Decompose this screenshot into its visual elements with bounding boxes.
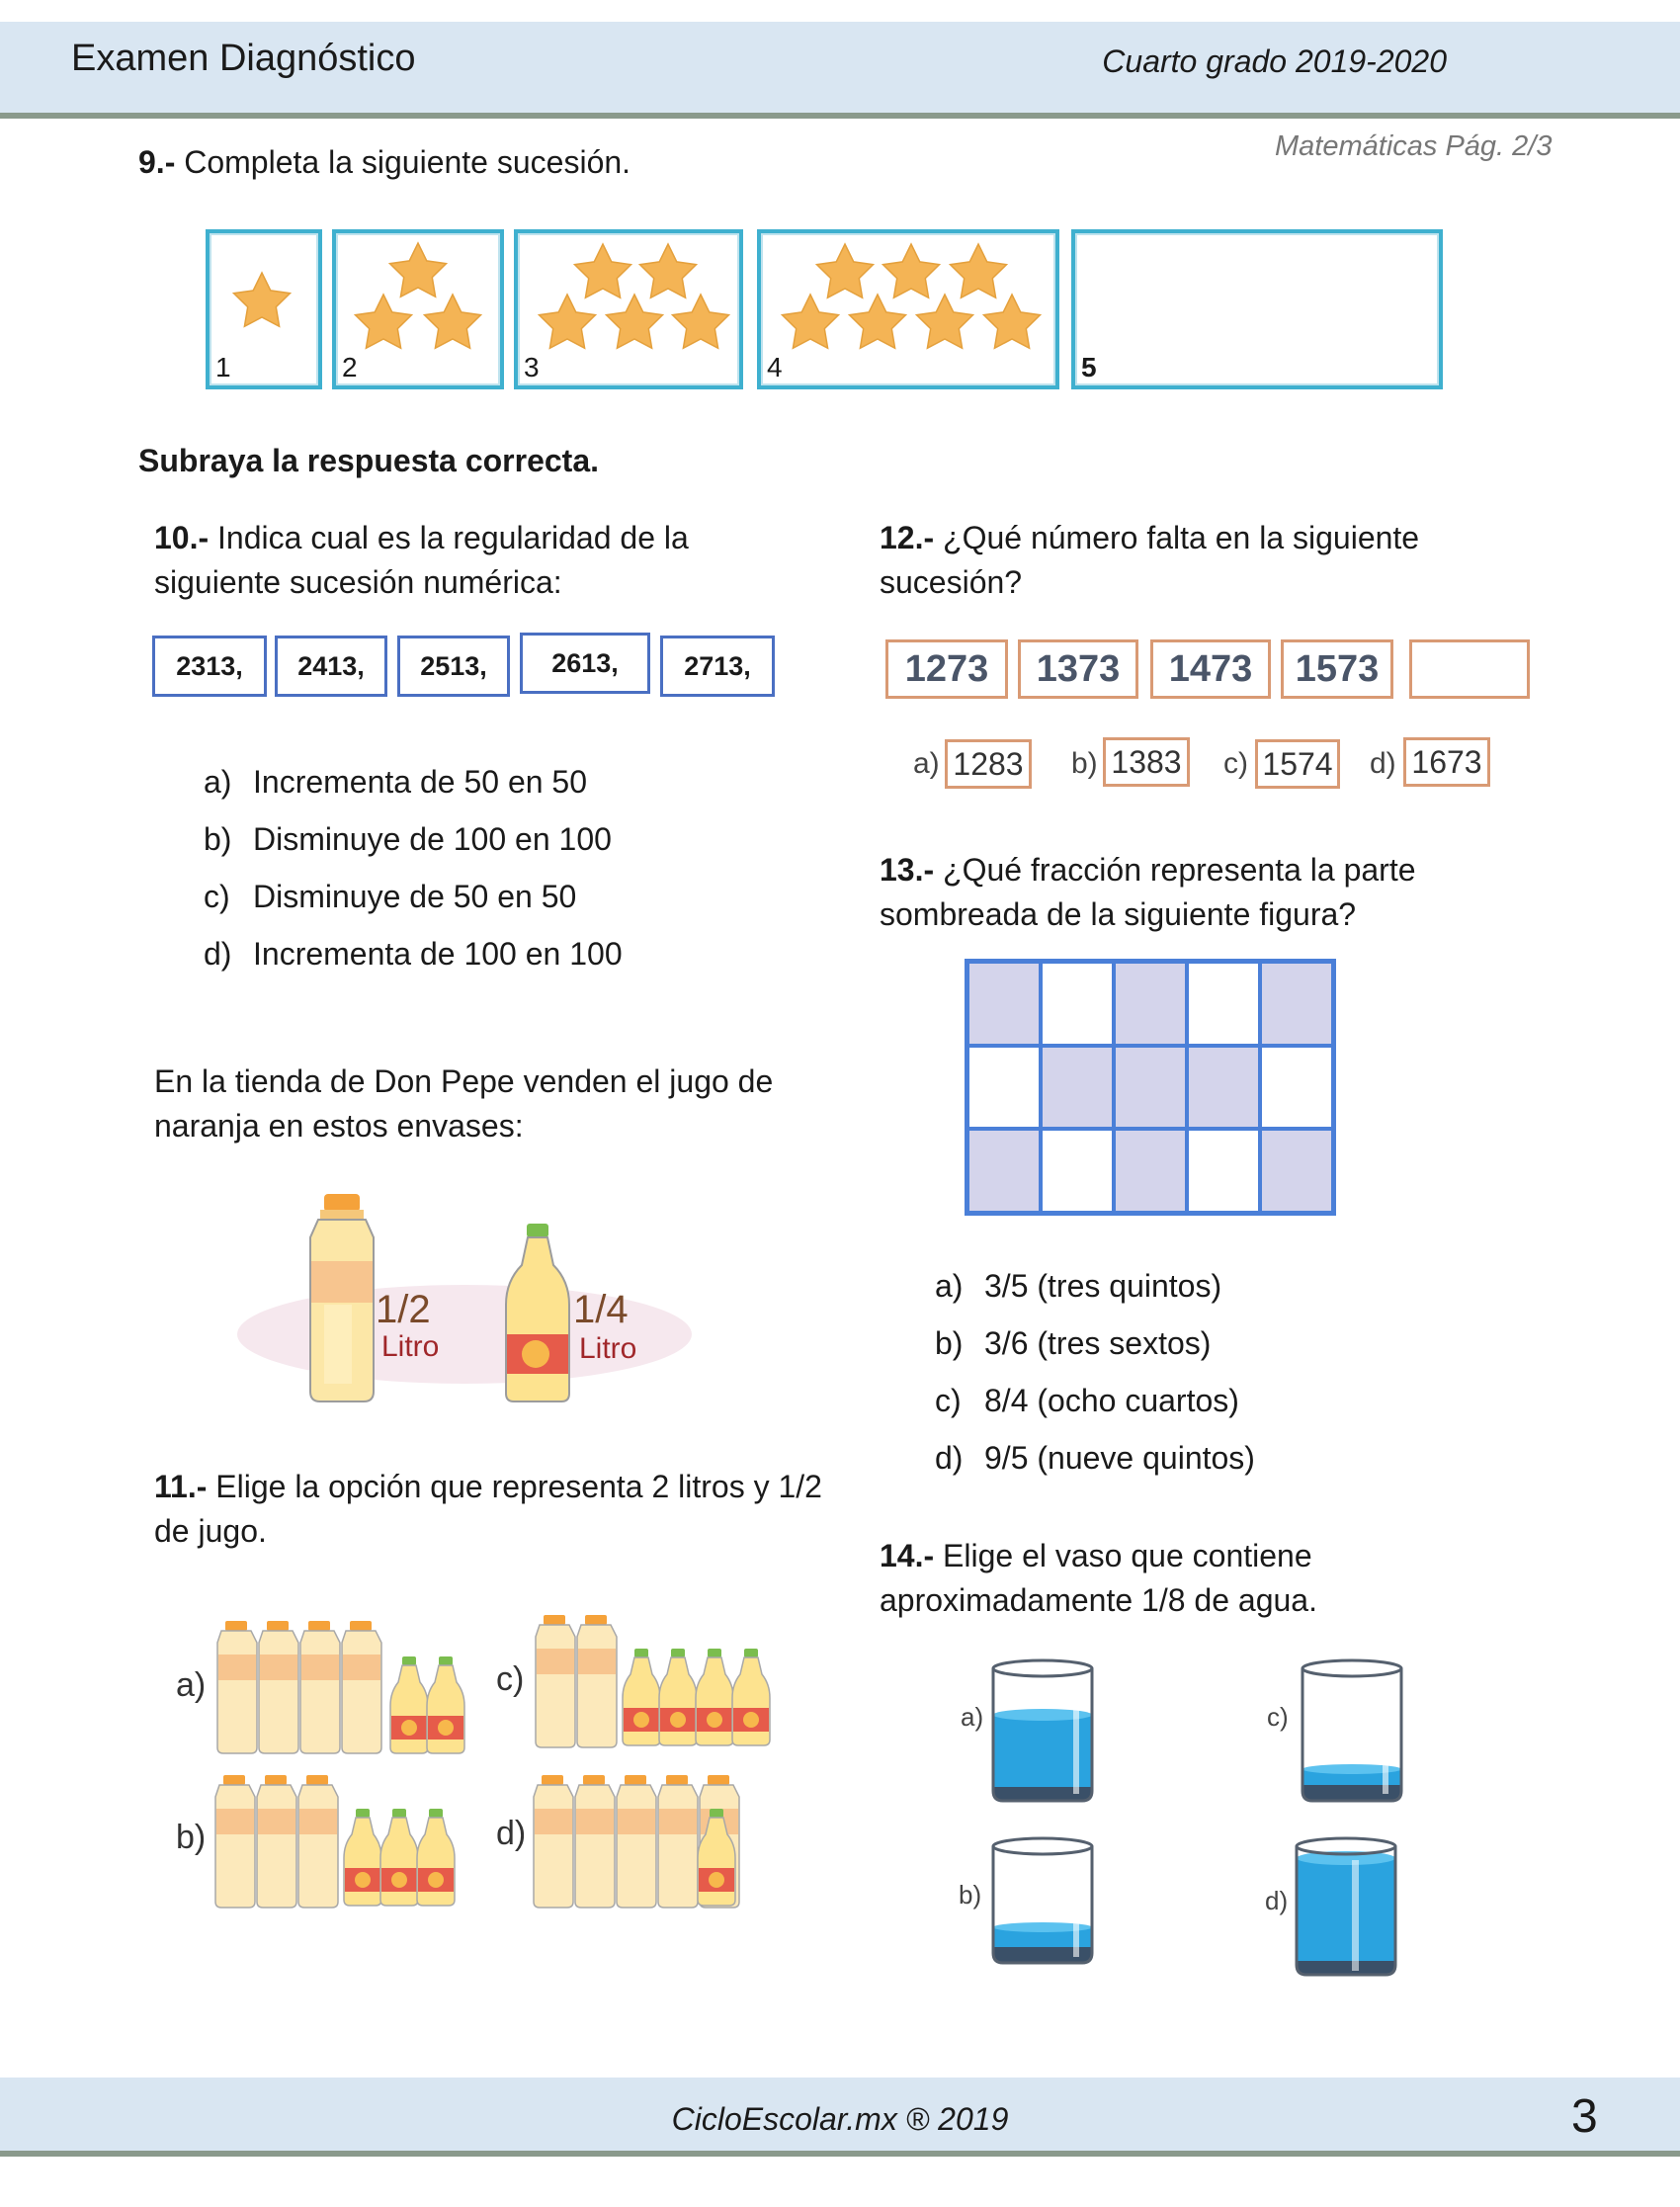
sequence-label-1: 1 — [215, 352, 231, 382]
q14-letter-c[interactable]: c) — [1267, 1702, 1289, 1732]
q12-number-box-2: 1373 — [1018, 639, 1138, 699]
big-fraction-label: 1/2 — [376, 1288, 431, 1331]
q12-option-d-value[interactable]: 1673 — [1403, 737, 1490, 787]
q12-option-letter-b[interactable]: b) — [1071, 747, 1098, 780]
q10-number-box-3: 2513, — [397, 636, 510, 697]
q12-option-letter-d[interactable]: d) — [1370, 747, 1396, 780]
q10-number-box-4: 2613, — [520, 633, 650, 694]
q12-option-letter-c[interactable]: c) — [1223, 747, 1248, 780]
option-letter: d) — [204, 936, 232, 972]
q11-letter-c[interactable]: c) — [496, 1660, 525, 1698]
q12-option-b-value[interactable]: 1383 — [1103, 737, 1190, 787]
small-fraction-label: 1/4 — [573, 1288, 629, 1331]
subject-page-label: Matemáticas Pág. 2/3 — [1275, 130, 1553, 162]
sequence-label-2: 2 — [342, 352, 358, 382]
instruction-heading: Subraya la respuesta correcta. — [138, 443, 600, 478]
option-letter: d) — [935, 1440, 964, 1476]
grade-label: Cuarto grado 2019-2020 — [1102, 43, 1447, 79]
q10-number-box-1: 2313, — [152, 636, 267, 697]
juice-intro-text: En la tienda de Don Pepe venden el jugo de naranja en estos envases: — [154, 1063, 774, 1144]
exam-title: Examen Diagnóstico — [71, 38, 416, 79]
q10-number-box-5: 2713, — [660, 636, 775, 697]
option-text: 9/5 (nueve quintos) — [984, 1440, 1255, 1476]
footer-credit: CicloEscolar.mx ® 2019 — [671, 2101, 1009, 2137]
q11-letter-b[interactable]: b) — [176, 1819, 207, 1856]
q14-number: 14.- — [880, 1538, 935, 1573]
sequence-label-5: 5 — [1081, 352, 1097, 382]
q12-number-box-3: 1473 — [1150, 639, 1271, 699]
option-text: Disminuye de 100 en 100 — [253, 821, 612, 857]
option-letter: b) — [204, 821, 232, 857]
q11-text: Elige la opción que representa 2 litros y 1/2 de jugo. — [154, 1469, 822, 1549]
big-unit-label: Litro — [381, 1330, 440, 1363]
option-text: 3/5 (tres quintos) — [984, 1268, 1222, 1304]
q12-number: 12.- — [880, 520, 935, 555]
option-text: Incrementa de 50 en 50 — [253, 764, 588, 800]
sequence-label-3: 3 — [524, 352, 540, 382]
q13-number: 13.- — [880, 852, 935, 888]
q12-number-box-1: 1273 — [885, 639, 1008, 699]
q12-option-letter-a[interactable]: a) — [913, 747, 940, 780]
q14-letter-b[interactable]: b) — [959, 1880, 982, 1910]
footer-rule — [0, 2151, 1680, 2157]
small-unit-label: Litro — [579, 1332, 637, 1365]
q12-option-a-value[interactable]: 1283 — [945, 739, 1032, 789]
glass-a[interactable] — [993, 1660, 1092, 1801]
option-text: 3/6 (tres sextos) — [984, 1325, 1212, 1361]
option-text: Incrementa de 100 en 100 — [253, 936, 623, 972]
q10-text: Indica cual es la regularidad de la siguiente sucesión numérica: — [154, 520, 689, 600]
q9-text: Completa la siguiente sucesión. — [184, 144, 631, 180]
q12-option-c-value[interactable]: 1574 — [1255, 739, 1340, 789]
q12-text: ¿Qué número falta en la siguiente sucesión? — [880, 520, 1420, 600]
q13-text: ¿Qué fracción representa la parte sombreada de la siguiente figura? — [880, 852, 1416, 932]
option-letter: c) — [204, 879, 230, 914]
option-text: Disminuye de 50 en 50 — [253, 879, 577, 914]
q14-text: Elige el vaso que contiene aproximadamente 1/8 de agua. — [880, 1538, 1317, 1618]
sequence-label-4: 4 — [767, 352, 783, 382]
option-letter: b) — [935, 1325, 964, 1361]
glass-d[interactable] — [1297, 1838, 1395, 1975]
option-letter: a) — [935, 1268, 964, 1304]
option-letter: a) — [204, 764, 232, 800]
q10-number: 10.- — [154, 520, 210, 555]
q10-number-box-2: 2413, — [275, 636, 387, 697]
q12-number-box-4: 1573 — [1281, 639, 1393, 699]
glass-c[interactable] — [1302, 1660, 1401, 1801]
q11-letter-d[interactable]: d) — [496, 1815, 527, 1852]
q14-letter-d[interactable]: d) — [1265, 1886, 1289, 1915]
option-text: 8/4 (ocho cuartos) — [984, 1383, 1239, 1418]
q11-number: 11.- — [154, 1469, 208, 1504]
q9-number: 9.- — [138, 144, 176, 180]
option-letter: c) — [935, 1383, 962, 1418]
page-number: 3 — [1571, 2090, 1598, 2143]
q14-letter-a[interactable]: a) — [961, 1702, 984, 1732]
q11-letter-a[interactable]: a) — [176, 1666, 207, 1704]
glass-b[interactable] — [993, 1838, 1092, 1963]
